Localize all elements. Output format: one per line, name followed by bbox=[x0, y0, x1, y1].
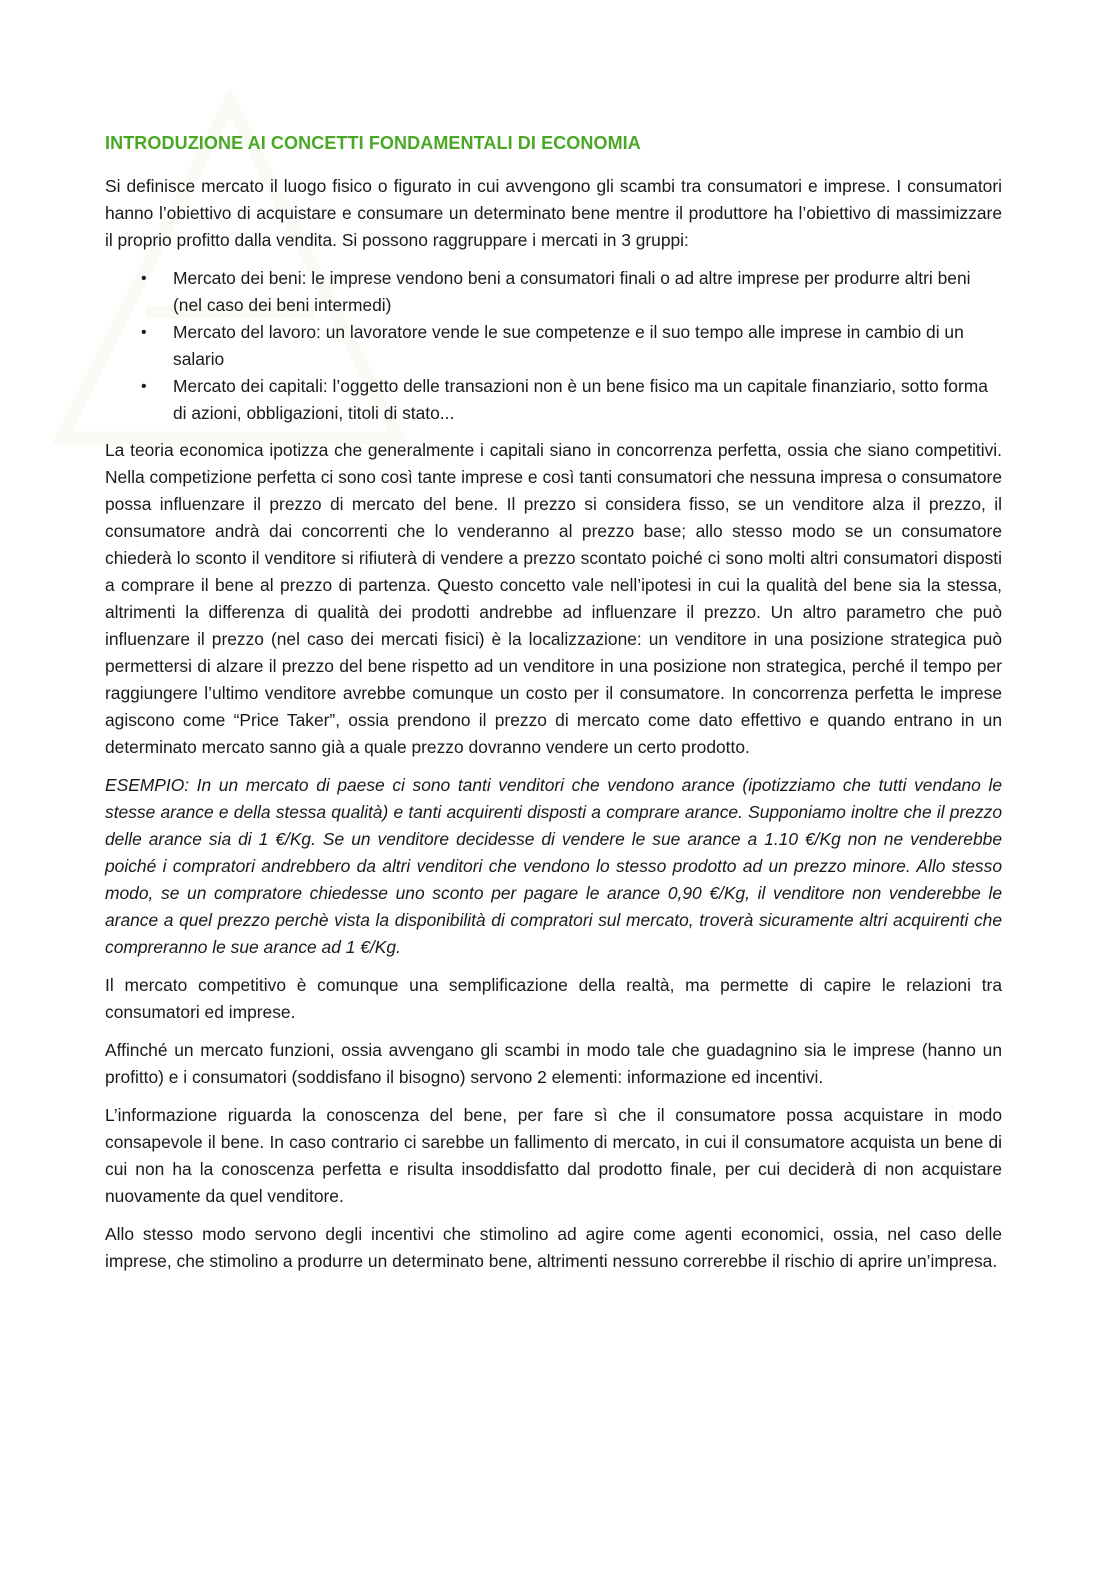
paragraph-information: L’informazione riguarda la conoscenza del bene, per fare sì che il consumatore possa acquistare in modo consapevole il bene. In caso contrario ci sarebbe un fallimento di mercato, in cui il consumatore acquista un bene di cui non ha la conoscenza perfetta e risulta insoddisfatto dal prodotto finale, per cui deciderà di non acquistare nuovamente da quel venditore. bbox=[105, 1105, 1002, 1206]
list-item bbox=[105, 373, 1002, 427]
paragraph-market-function: Affinché un mercato funzioni, ossia avvengano gli scambi in modo tale che guadagnino sia le imprese (hanno un profitto) e i consumatori (soddisfano il bisogno) servono 2 elementi: informazione ed incentivi. bbox=[105, 1040, 1002, 1087]
list-item bbox=[105, 319, 1002, 373]
document-body bbox=[105, 131, 1002, 1286]
market-types-list bbox=[105, 265, 1002, 427]
paragraph-perfect-competition: La teoria economica ipotizza che generalmente i capitali siano in concorrenza perfetta, ossia che siano competitivi. Nella competizione perfetta ci sono così tante imprese e così tanti consumatori che nessuna impresa o consumatore possa influenzare il prezzo di mercato del bene. Il prezzo si considera fisso, se un venditore alza il prezzo, il consumatore andrà dai concorrenti che lo venderanno al prezzo base; allo stesso modo se un consumatore chiederà lo sconto il venditore si rifiuterà di vendere a prezzo scontato poiché ci sono molti altri consumatori disposti a comprare il bene al prezzo di partenza. Questo concetto vale nell’ipotesi in cui la qualità del bene sia la stessa, altrimenti la differenza di qualità dei prodotti andrebbe ad influenzare il prezzo. Un altro parametro che può influenzare il prezzo (nel caso dei mercati fisici) è la localizzazione: un venditore in una posizione strategica può permettersi di alzare il prezzo del bene rispetto ad un venditore in una posizione non strategica, perché il tempo per raggiungere l’ultimo venditore avrebbe comunque un costo per il consumatore. In concorrenza perfetta le imprese agiscono come “Price Taker”, ossia prendono il prezzo di mercato come dato effettivo e quando entrano in un determinato mercato sanno già a quale prezzo dovranno vendere un certo prodotto. bbox=[105, 440, 1002, 757]
list-item bbox=[105, 265, 1002, 319]
list-item-text: Mercato dei capitali: l’oggetto delle transazioni non è un bene fisico ma un capitale finanziario, sotto forma di azioni, obbligazioni, titoli di stato... bbox=[173, 376, 988, 423]
list-item-text: Mercato dei beni: le imprese vendono beni a consumatori finali o ad altre imprese per produrre altri beni (nel caso dei beni intermedi) bbox=[173, 268, 971, 315]
paragraph-example: ESEMPIO: In un mercato di paese ci sono tanti venditori che vendono arance (ipotizziamo che tutti vendano le stesse arance e della stessa qualità) e tanti acquirenti disposti a comprare arance. Supponiamo inoltre che il prezzo delle arance sia di 1 €/Kg. Se un venditore decidesse di vendere le sue arance a 1.10 €/Kg non ne venderebbe poiché i compratori andrebbero da altri venditori che vendono lo stesso prodotto ad un prezzo minore. Allo stesso modo, se un compratore chiedesse uno sconto per pagare le arance 0,90 €/Kg, il venditore non venderebbe le arance a quel prezzo perchè vista la disponibilità di compratori sul mercato, troverà sicuramente altri acquirenti che compreranno le sue arance ad 1 €/Kg. bbox=[105, 775, 1002, 957]
paragraph-incentives: Allo stesso modo servono degli incentivi che stimolino ad agire come agenti economici, ossia, nel caso delle imprese, che stimolino a produrre un determinato bene, altrimenti nessuno correrebbe il rischio di aprire un’impresa. bbox=[105, 1224, 1002, 1271]
document-title: INTRODUZIONE AI CONCETTI FONDAMENTALI DI ECONOMIA bbox=[105, 133, 641, 153]
list-item-text: Mercato del lavoro: un lavoratore vende le sue competenze e il suo tempo alle imprese in cambio di un salario bbox=[173, 322, 964, 369]
paragraph-competitive-market: Il mercato competitivo è comunque una semplificazione della realtà, ma permette di capire le relazioni tra consumatori ed imprese. bbox=[105, 975, 1002, 1022]
bullet-icon: • bbox=[141, 378, 147, 395]
bullet-icon: • bbox=[141, 270, 147, 287]
paragraph-market-definition: Si definisce mercato il luogo fisico o figurato in cui avvengono gli scambi tra consumatori e imprese. I consumatori hanno l’obiettivo di acquistare e consumare un determinato bene mentre il produttore ha l’obiettivo di massimizzare il proprio profitto dalla vendita. Si possono raggruppare i mercati in 3 gruppi: bbox=[105, 176, 1002, 250]
bullet-icon: • bbox=[141, 324, 147, 341]
